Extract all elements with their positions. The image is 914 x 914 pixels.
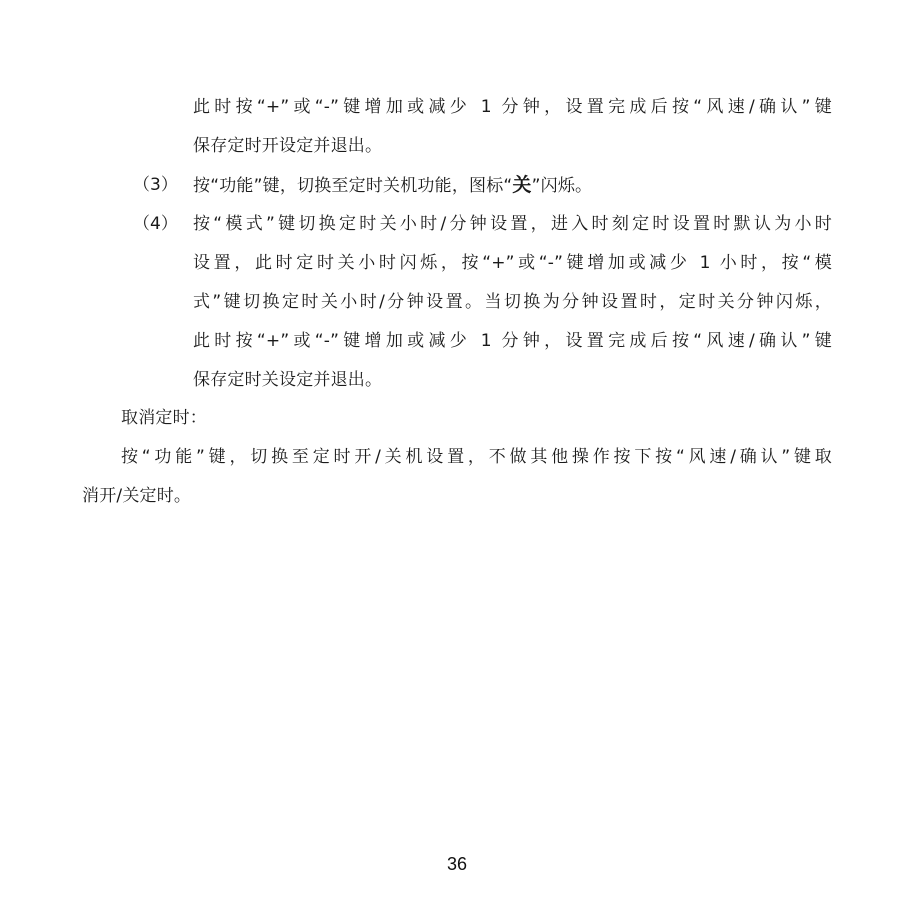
step-4-line-5: 保存定时关设定并退出。 <box>193 370 383 390</box>
off-indicator-icon: 关 <box>512 174 532 196</box>
cancel-timer-heading: 取消定时： <box>121 408 207 428</box>
cancel-timer-line-1: 按“功能”键，切换至定时开/关机设置，不做其他操作按下按“风速/确认”键取 <box>121 447 832 467</box>
step-4-line-2: 设置，此时定时关小时闪烁，按“+”或“-”键增加或减少 1 小时，按“模 <box>193 253 832 273</box>
step-3-text <box>193 170 592 200</box>
cancel-timer-line-2: 消开/关定时。 <box>82 486 192 506</box>
step-4-line-4: 此时按“+”或“-”键增加或减少 1 分钟，设置完成后按“风速/确认”键 <box>193 331 832 351</box>
step-3-text-post: ”闪烁。 <box>531 176 593 196</box>
page-number: 36 <box>446 854 468 874</box>
step-4-marker: （4） <box>133 214 178 234</box>
step-3-text-pre: 按“功能”键，切换至定时关机功能，图标“ <box>193 176 513 196</box>
step-3-marker: （3） <box>133 175 178 195</box>
step-2-continuation-line-1: 此时按“+”或“-”键增加或减少 1 分钟，设置完成后按“风速/确认”键 <box>193 97 832 117</box>
step-4-line-3: 式”键切换定时关小时/分钟设置。当切换为分钟设置时，定时关分钟闪烁， <box>193 292 832 312</box>
step-2-continuation-line-2: 保存定时开设定并退出。 <box>193 136 383 156</box>
step-4-line-1: 按“模式”键切换定时关小时/分钟设置，进入时刻定时设置时默认为小时 <box>193 214 832 234</box>
